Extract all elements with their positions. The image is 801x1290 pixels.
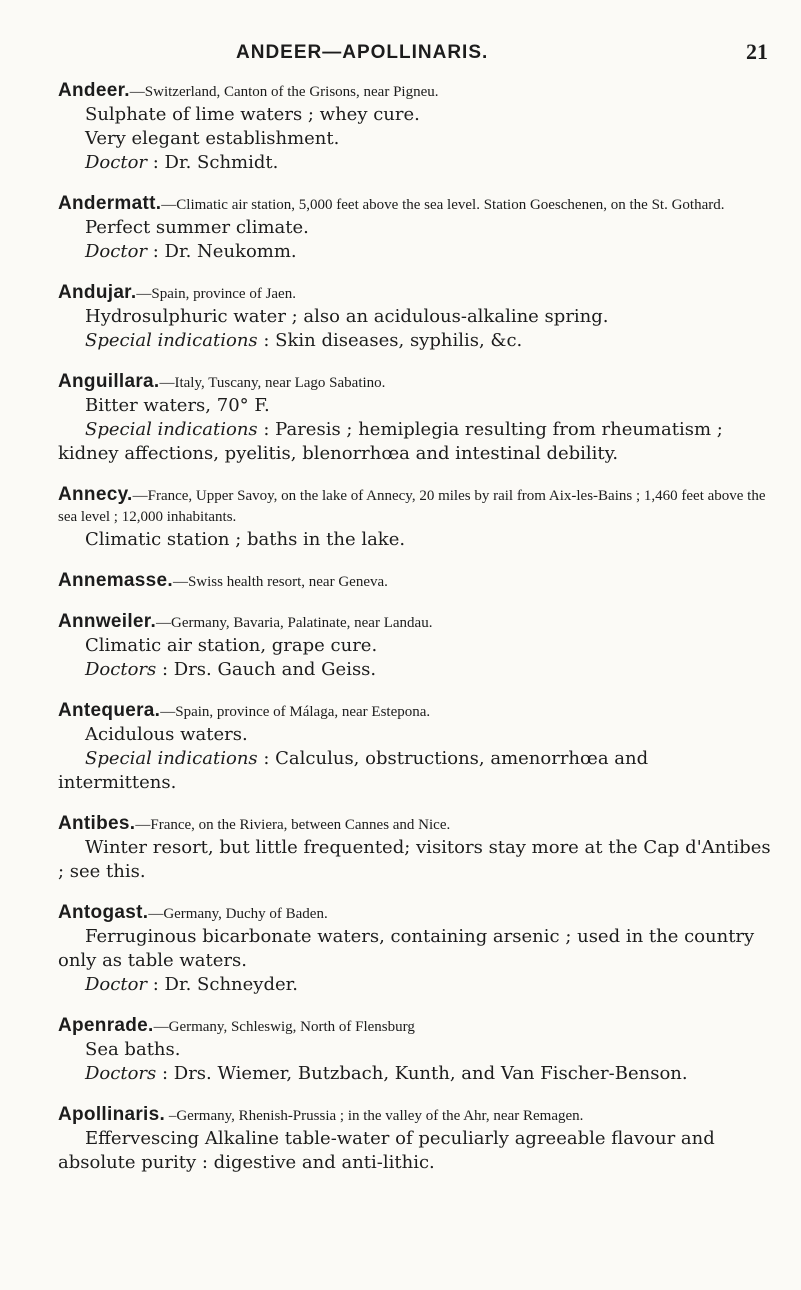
entry-line-label: Doctors — [85, 659, 157, 680]
entry-location: –Germany, Rhenish-Prussia ; in the valley of the Ahr, near Remagen. — [165, 1108, 584, 1124]
entry-location: —Spain, province of Málaga, near Estepona. — [160, 704, 431, 720]
entry-line — [58, 127, 772, 151]
entry — [58, 570, 772, 593]
page — [58, 39, 772, 1193]
entry — [58, 813, 772, 884]
entry-line-text: : Dr. Schmidt. — [147, 152, 279, 173]
gazetteer-entries — [58, 80, 772, 1175]
entry — [58, 193, 772, 264]
entry-name: Antibes. — [58, 813, 136, 834]
entry-line — [58, 634, 772, 658]
entry-line — [58, 836, 772, 884]
entry-line — [58, 305, 772, 329]
entry-heading — [58, 371, 772, 394]
entry-line-text: Effervescing Alkaline table-water of peculiarly agreeable flavour and absolute purity : digestive and anti-lithic. — [58, 1128, 715, 1173]
entry-name: Antogast. — [58, 902, 149, 923]
entry-line-text: : Calculus, obstructions, amenorrhœa and intermittens. — [58, 748, 649, 793]
entry-location: —Spain, province of Jaen. — [136, 286, 296, 302]
entry-name: Apenrade. — [58, 1015, 154, 1036]
entry-line — [58, 418, 772, 466]
entry-line-text: Hydrosulphuric water ; also an acidulous-alkaline spring. — [85, 306, 609, 327]
entry-line — [58, 329, 772, 353]
entry-heading — [58, 1104, 772, 1127]
entry-line — [58, 1127, 772, 1175]
entry-line-label: Doctor — [85, 241, 148, 262]
entry-line-label: Special indications — [85, 419, 258, 440]
entry-heading — [58, 80, 772, 103]
entry-location: —France, on the Riviera, between Cannes and Nice. — [135, 817, 451, 833]
entry-name: Annweiler. — [58, 611, 157, 632]
entry — [58, 80, 772, 175]
entry-line-text: : Drs. Gauch and Geiss. — [156, 659, 377, 680]
entry — [58, 371, 772, 466]
entry-line-text: Sea baths. — [85, 1039, 181, 1060]
entry-location: —Germany, Duchy of Baden. — [148, 906, 328, 922]
entry-location: —Germany, Bavaria, Palatinate, near Landau. — [156, 615, 433, 631]
entry-line — [58, 658, 772, 682]
entry-heading — [58, 570, 772, 593]
entry-line-label: Doctor — [85, 152, 148, 173]
entry-line-text: Climatic air station, grape cure. — [85, 635, 378, 656]
entry-location: —Swiss health resort, near Geneva. — [172, 574, 388, 590]
entry-line — [58, 151, 772, 175]
page-number: 21 — [746, 39, 768, 64]
entry-location: —Switzerland, Canton of the Grisons, near Pigneu. — [129, 84, 439, 100]
entry-line-text: Winter resort, but little frequented; visitors stay more at the Cap d'Antibes ; see this. — [58, 837, 771, 882]
entry-line-text: Very elegant establishment. — [85, 128, 340, 149]
entry-line-text: : Dr. Schneyder. — [147, 974, 298, 995]
entry-line-text: Bitter waters, 70° F. — [85, 395, 270, 416]
entry-line-text: Acidulous waters. — [85, 724, 248, 745]
entry-location: —Germany, Schleswig, North of Flensburg — [153, 1019, 415, 1035]
entry-name: Andermatt. — [58, 193, 162, 214]
entry-line-text: : Skin diseases, syphilis, &c. — [257, 330, 523, 351]
entry-name: Anguillara. — [58, 371, 160, 392]
entry-name: Apollinaris. — [58, 1104, 166, 1125]
entry — [58, 902, 772, 997]
entry-location: —Italy, Tuscany, near Lago Sabatino. — [159, 375, 386, 391]
entry-name: Andujar. — [58, 282, 137, 303]
entry-line — [58, 528, 772, 552]
entry-line — [58, 973, 772, 997]
entry — [58, 282, 772, 353]
entry-line-text: : Paresis ; hemiplegia resulting from rheumatism ; kidney affections, pyelitis, blenorrhœa and intestinal debility. — [58, 419, 723, 464]
entry-line-text: Ferruginous bicarbonate waters, containing arsenic ; used in the country only as table waters. — [58, 926, 755, 971]
entry-heading — [58, 193, 772, 216]
entry-location: —France, Upper Savoy, on the lake of Annecy, 20 miles by rail from Aix-les-Bains ; 1,460 feet above the sea level ; 12,000 inhabitants. — [58, 488, 766, 525]
entry-name: Annecy. — [58, 484, 133, 505]
running-header — [58, 39, 772, 80]
entry-line — [58, 747, 772, 795]
entry-line-text: Perfect summer climate. — [85, 217, 309, 238]
entry-line-label: Doctor — [85, 974, 148, 995]
running-title: ANDEER—APOLLINARIS. — [236, 42, 489, 63]
entry-line-label: Special indications — [85, 748, 258, 769]
entry — [58, 700, 772, 795]
entry — [58, 484, 772, 552]
entry-line-text: Sulphate of lime waters ; whey cure. — [85, 104, 420, 125]
entry-line-text: Climatic station ; baths in the lake. — [85, 529, 406, 550]
entry-line — [58, 240, 772, 264]
entry-line-label: Special indications — [85, 330, 258, 351]
entry-heading — [58, 902, 772, 925]
entry-line — [58, 723, 772, 747]
entry — [58, 1015, 772, 1086]
entry-location: —Climatic air station, 5,000 feet above the sea level. Station Goeschenen, on the St. Gothard. — [161, 197, 725, 213]
entry-name: Antequera. — [58, 700, 161, 721]
entry-line — [58, 1062, 772, 1086]
entry-heading — [58, 484, 772, 528]
entry-name: Andeer. — [58, 80, 130, 101]
entry-name: Annemasse. — [58, 570, 173, 591]
entry-heading — [58, 700, 772, 723]
entry — [58, 1104, 772, 1175]
entry-line — [58, 394, 772, 418]
entry-heading — [58, 611, 772, 634]
entry-line — [58, 1038, 772, 1062]
entry-heading — [58, 1015, 772, 1038]
entry-line-text: : Dr. Neukomm. — [147, 241, 297, 262]
entry-line — [58, 925, 772, 973]
entry-line-text: : Drs. Wiemer, Butzbach, Kunth, and Van Fischer-Benson. — [156, 1063, 688, 1084]
entry-line — [58, 216, 772, 240]
entry-heading — [58, 813, 772, 836]
entry-line-label: Doctors — [85, 1063, 157, 1084]
entry — [58, 611, 772, 682]
entry-line — [58, 103, 772, 127]
entry-heading — [58, 282, 772, 305]
